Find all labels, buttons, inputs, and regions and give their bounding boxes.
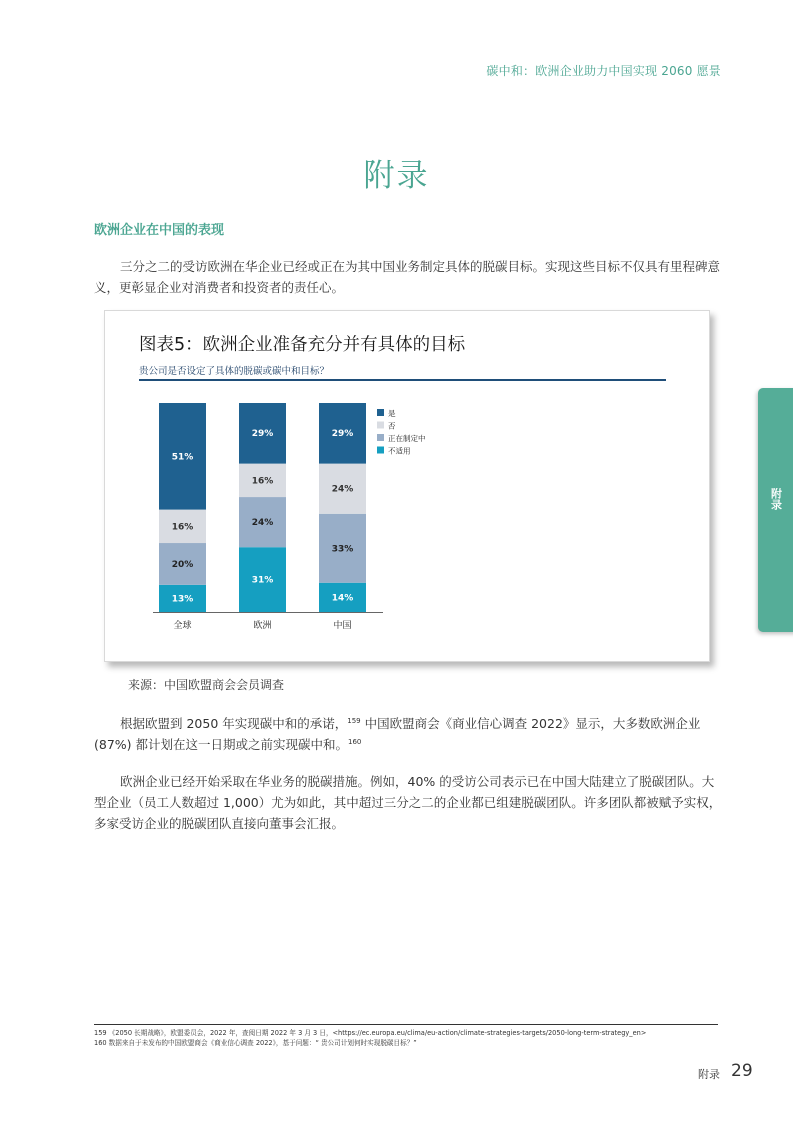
- side-tab[interactable]: [758, 388, 793, 632]
- paragraph-1: 三分之二的受访欧洲在华企业已经或正在为其中国业务制定具体的脱碳目标。实现这些目标不仅具有里程碑意义，更彰显企业对消费者和投资者的责任心。: [94, 259, 721, 295]
- legend-swatch: [377, 422, 384, 429]
- footnote-ref-159[interactable]: 159: [347, 716, 361, 725]
- bar-value-label: 24%: [251, 518, 274, 529]
- bar-value-label: 31%: [251, 575, 274, 586]
- footnote-divider: [94, 1024, 718, 1025]
- category-label: 中国: [333, 621, 352, 631]
- paragraph-3: 欧洲企业已经开始采取在华业务的脱碳措施。例如，40% 的受访公司表示已在中国大陆建立了脱碳团队。大型企业（员工人数超过 1,000）尤为如此，其中超过三分之二的企业都已组建脱碳团队。许多团队都被赋予实权，多家受访企业的脱碳团队直接向董事会汇报。: [94, 774, 722, 831]
- footer-section-label: 附录: [698, 1068, 720, 1081]
- category-label: 全球: [173, 621, 192, 631]
- legend-label: 是: [388, 409, 396, 418]
- legend-swatch: [377, 434, 384, 441]
- side-tab-label: 附录: [769, 488, 783, 510]
- bar-value-label: 33%: [331, 544, 354, 555]
- paragraph-2-text-a: 根据欧盟到 2050 年实现碳中和的承诺，: [120, 716, 348, 731]
- source-note: 来源：中国欧盟商会会员调查: [128, 678, 285, 692]
- bar-value-label: 14%: [331, 593, 354, 604]
- footnote-159: 159 《2050 长期战略》，欧盟委员会，2022 年，查阅日期 2022 年 3 月 3 日，<https://ec.europa.eu/clima/eu-action/climate-strategies-targets/2050-long-term-strategy_en>: [94, 1029, 647, 1037]
- paragraph-2: [94, 713, 724, 755]
- running-header: 碳中和：欧洲企业助力中国实现 2060 愿景: [486, 64, 721, 78]
- stacked-bar-chart: [105, 311, 709, 661]
- category-label: 欧洲: [253, 621, 272, 631]
- paragraph-2-text-b: 中国欧盟商会《商业信心调查 2022》显示，大多数欧洲企业 (87%) 都计划在这一日期或之前实现碳中和。: [94, 716, 701, 752]
- legend-label: 不适用: [388, 446, 411, 456]
- bar-value-label: 29%: [331, 429, 354, 439]
- chart-title: 图表5：欧洲企业准备充分并有具体的目标: [139, 335, 466, 355]
- legend-label: 正在制定中: [388, 434, 426, 443]
- section-heading: 欧洲企业在中国的表现: [94, 223, 225, 238]
- bar-value-label: 51%: [171, 452, 194, 463]
- bar-value-label: 16%: [251, 476, 274, 487]
- bar-value-label: 29%: [251, 429, 274, 439]
- legend-swatch: [377, 409, 384, 416]
- bar-value-label: 16%: [171, 522, 194, 533]
- footnote-ref-160[interactable]: 160: [348, 737, 362, 746]
- bar-value-label: 24%: [331, 484, 354, 495]
- page-number: 29: [731, 1061, 753, 1081]
- footnote-160: 160 数据来自于未发布的中国欧盟商会《商业信心调查 2022》，基于问题：“ 贵公司计划何时实现脱碳目标？”: [94, 1039, 417, 1047]
- page-title: 附录: [363, 158, 430, 194]
- legend-label: 否: [388, 421, 396, 431]
- bar-value-label: 13%: [171, 594, 194, 605]
- chart-card: [104, 310, 710, 662]
- chart-subtitle: 贵公司是否设定了具体的脱碳或碳中和目标？: [139, 366, 330, 377]
- legend-swatch: [377, 447, 384, 454]
- bar-value-label: 20%: [171, 559, 194, 570]
